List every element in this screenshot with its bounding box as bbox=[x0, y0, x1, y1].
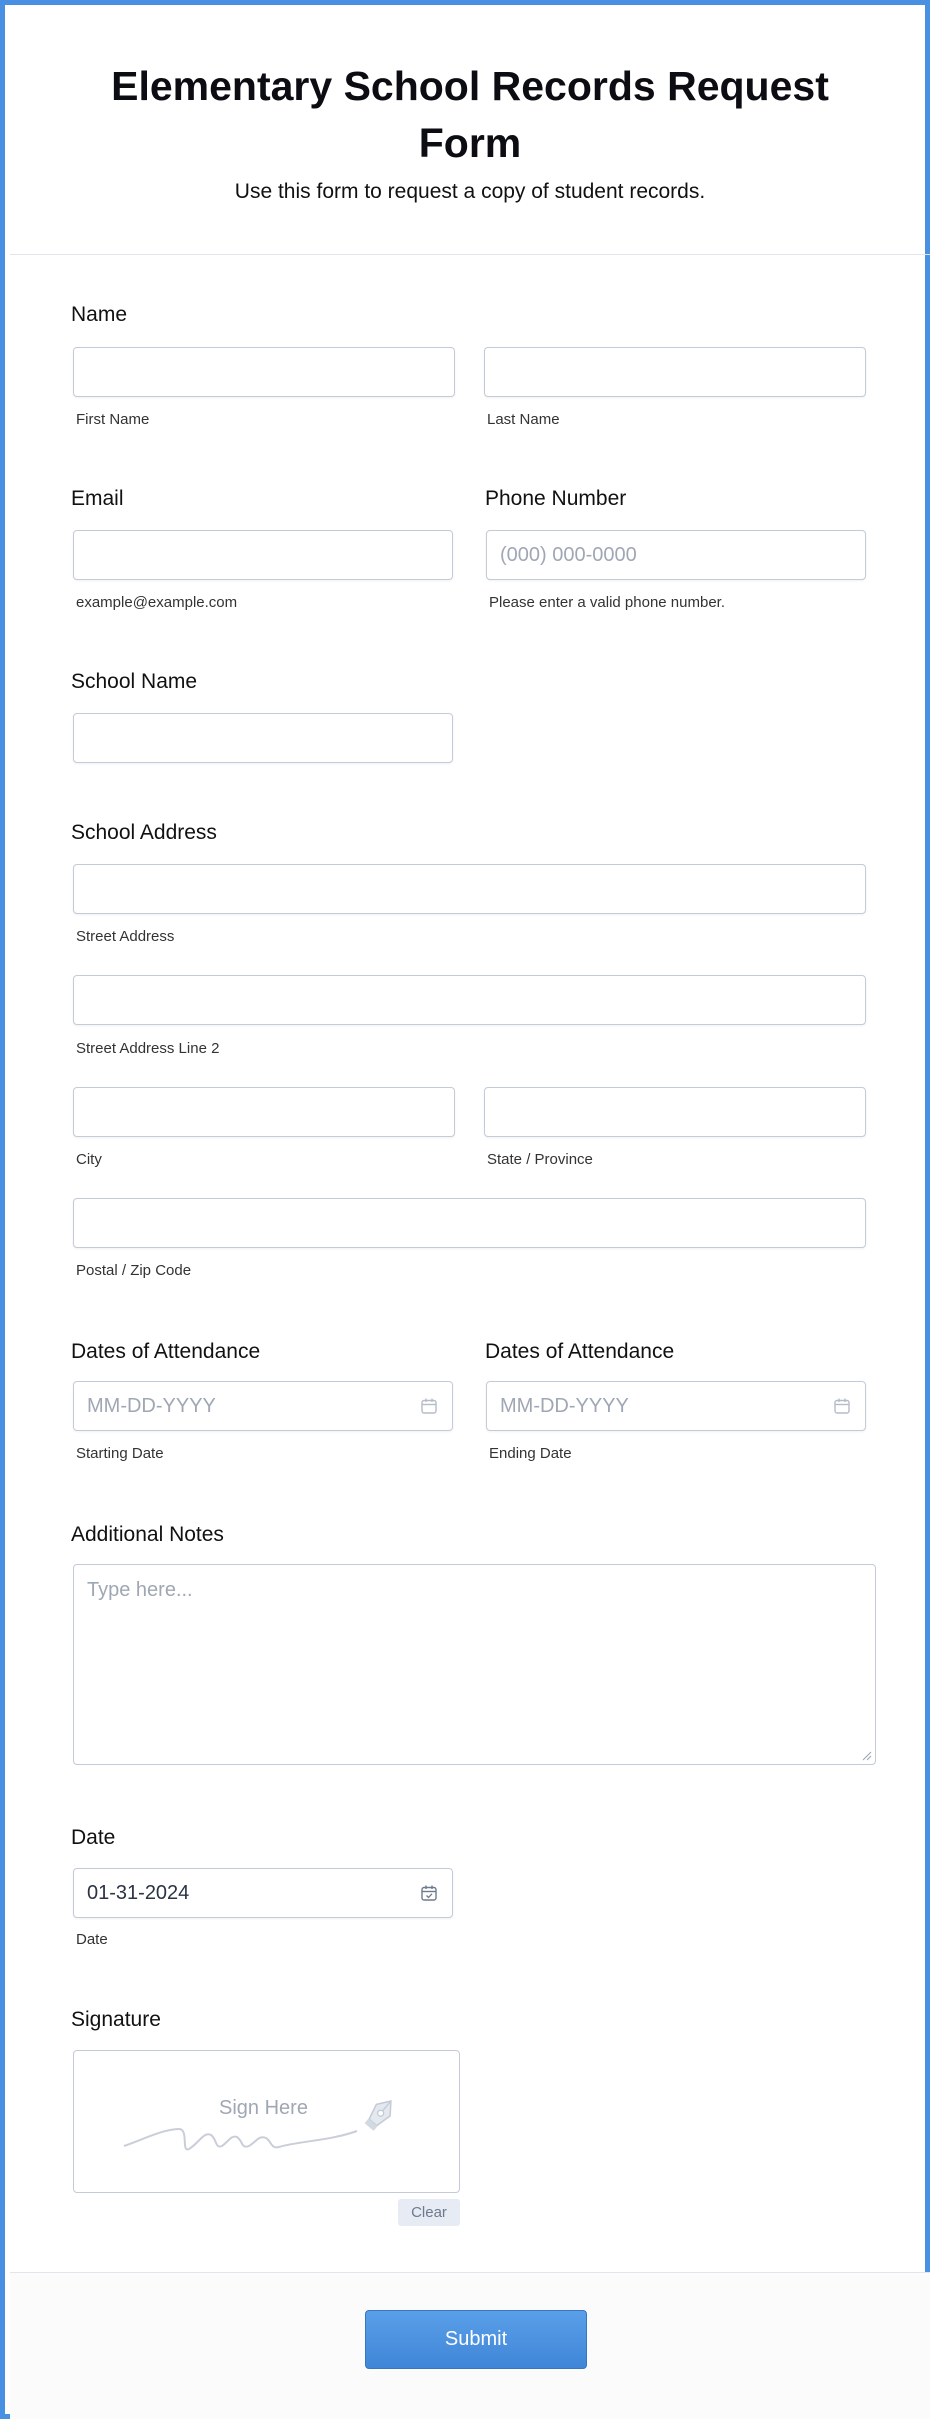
signature-pad[interactable] bbox=[73, 2050, 460, 2193]
street-address-sublabel: Street Address bbox=[76, 928, 175, 945]
phone-sublabel: Please enter a valid phone number. bbox=[489, 594, 725, 611]
start-date-sublabel: Starting Date bbox=[76, 1445, 164, 1462]
date-sublabel: Date bbox=[76, 1931, 108, 1948]
start-date-placeholder: MM-DD-YYYY bbox=[87, 1395, 216, 1417]
street-address-input[interactable] bbox=[73, 864, 866, 914]
postal-code-input[interactable] bbox=[73, 1198, 866, 1248]
email-input[interactable] bbox=[73, 530, 453, 580]
calendar-icon[interactable] bbox=[420, 1397, 438, 1415]
school-address-label: School Address bbox=[71, 821, 217, 844]
name-label: Name bbox=[71, 303, 128, 326]
email-sublabel: example@example.com bbox=[76, 594, 238, 611]
calendar-icon[interactable] bbox=[420, 1884, 438, 1902]
city-input[interactable] bbox=[73, 1087, 455, 1137]
submit-button[interactable]: Submit bbox=[365, 2310, 587, 2369]
state-sublabel: State / Province bbox=[487, 1151, 593, 1168]
form-footer bbox=[10, 2272, 930, 2419]
resize-handle-icon[interactable] bbox=[862, 1751, 872, 1761]
sign-here-text: Sign Here bbox=[219, 2097, 308, 2119]
end-date-placeholder: MM-DD-YYYY bbox=[500, 1395, 629, 1417]
first-name-sublabel: First Name bbox=[76, 411, 150, 428]
school-name-input[interactable] bbox=[73, 713, 453, 763]
date-value: 01-31-2024 bbox=[87, 1882, 190, 1904]
calendar-icon[interactable] bbox=[833, 1397, 851, 1415]
clear-signature-button[interactable]: Clear bbox=[398, 2199, 460, 2226]
form-header bbox=[10, 10, 930, 255]
street-address-line2-input[interactable] bbox=[73, 975, 866, 1025]
pen-icon bbox=[359, 2093, 401, 2135]
last-name-input[interactable] bbox=[484, 347, 866, 397]
additional-notes-label: Additional Notes bbox=[71, 1523, 224, 1546]
school-name-label: School Name bbox=[71, 670, 198, 693]
email-label: Email bbox=[71, 487, 124, 510]
signature-label: Signature bbox=[71, 2008, 161, 2031]
attendance-end-label: Dates of Attendance bbox=[485, 1340, 675, 1363]
street-address-line2-sublabel: Street Address Line 2 bbox=[76, 1040, 220, 1057]
form-title: Elementary School Records Request Form bbox=[111, 63, 829, 166]
attendance-start-label: Dates of Attendance bbox=[71, 1340, 261, 1363]
end-date-input[interactable] bbox=[486, 1381, 866, 1431]
phone-placeholder: (000) 000-0000 bbox=[500, 544, 637, 566]
date-label: Date bbox=[71, 1826, 116, 1849]
additional-notes-textarea[interactable] bbox=[73, 1564, 876, 1765]
phone-input[interactable] bbox=[486, 530, 866, 580]
first-name-input[interactable] bbox=[73, 347, 455, 397]
phone-label: Phone Number bbox=[485, 487, 627, 510]
notes-placeholder: Type here... bbox=[87, 1579, 193, 1601]
city-sublabel: City bbox=[76, 1151, 102, 1168]
start-date-input[interactable] bbox=[73, 1381, 453, 1431]
form-subtitle: Use this form to request a copy of student records. bbox=[234, 180, 706, 203]
state-input[interactable] bbox=[484, 1087, 866, 1137]
end-date-sublabel: Ending Date bbox=[489, 1445, 572, 1462]
postal-code-sublabel: Postal / Zip Code bbox=[76, 1262, 192, 1279]
date-input[interactable] bbox=[73, 1868, 453, 1918]
last-name-sublabel: Last Name bbox=[487, 411, 560, 428]
